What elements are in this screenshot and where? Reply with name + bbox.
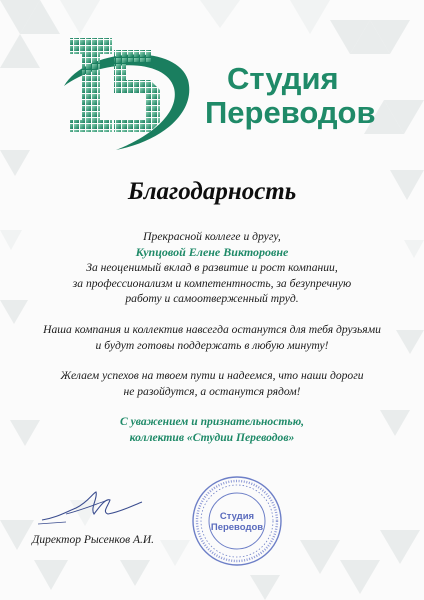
- certificate-title: Благодарность: [127, 178, 297, 205]
- closing-line: С уважением и признательностью,: [119, 415, 305, 429]
- body-line: За неоценимый вклад в развитие и рост компании,: [86, 261, 338, 275]
- body-line: работу и самоотверженный труд.: [125, 292, 299, 306]
- greeting-line: Прекрасной коллеге и другу,: [143, 230, 281, 243]
- certificate-body: [24, 229, 400, 446]
- body-line: Желаем успехов на твоем пути и надеемся, что наши дороги: [60, 369, 364, 383]
- body-line: за профессионализм и компетентность, за безупречную: [72, 276, 352, 290]
- brand-line-1: Студия: [227, 61, 339, 96]
- stamp-text-line-1: Студия: [219, 511, 255, 522]
- body-line: и будут готовы поддержать в любую минуту!: [95, 338, 329, 352]
- body-line: не разойдутся, а останутся рядом!: [123, 384, 301, 398]
- closing-line: коллектив «Студии Переводов»: [129, 430, 295, 444]
- recipient-name: Купцовой Елене Викторовне: [135, 244, 289, 259]
- brand-line-2: Переводов: [205, 95, 376, 130]
- company-stamp: [190, 474, 284, 568]
- handwritten-signature: [36, 484, 146, 528]
- body-line: Наша компания и коллектив навсегда останутся для тебя друзьями: [43, 322, 381, 336]
- director-signature-line: Директор Рысенков А.И.: [32, 534, 155, 546]
- stamp-text-line-2: Переводов: [210, 522, 264, 533]
- studio-logo-icon: [56, 28, 196, 154]
- brand-name: [205, 62, 405, 130]
